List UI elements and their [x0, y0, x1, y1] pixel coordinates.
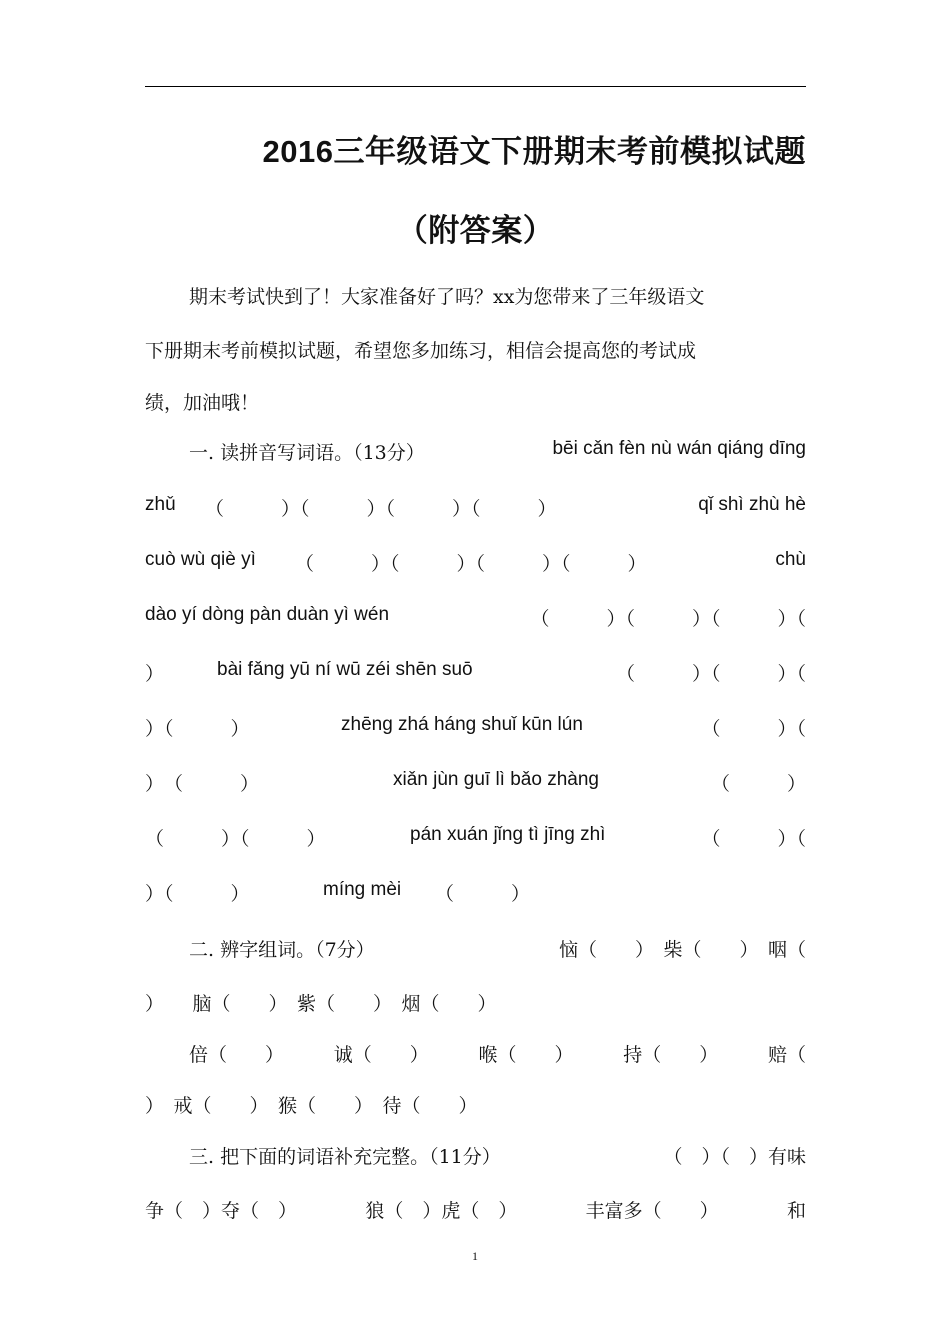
answer-blanks: （ ）（ ） [145, 828, 326, 850]
answer-blanks: （ ）（ ）（ ）（ [530, 608, 806, 630]
pinyin-group: xiǎn jùn guī lì bǎo zhàng [393, 769, 599, 790]
answer-blanks: ）（ ） [145, 883, 250, 905]
answer-blanks: （ ）（ [701, 828, 806, 850]
page-number: 1 [472, 1249, 478, 1263]
section-2-heading: 二. 辨字组词。（7分） [189, 939, 375, 961]
word-group-items: 恼（ ） 柴（ ） 咽（ [558, 939, 806, 961]
idiom-item: （ ）（ ）有味 [663, 1146, 806, 1168]
pinyin-group: pán xuán jǐng tì jīng zhì [410, 824, 606, 845]
document-title: 2016三年级语文下册期末考前模拟试题 [262, 134, 806, 169]
section-2-line-2: ） 脑（ ） 紫（ ） 烟（ ） [145, 993, 497, 1015]
section-1-heading: 一. 读拼音写词语。（13分） [189, 442, 425, 464]
answer-blanks: （ ） [435, 883, 531, 905]
answer-blanks: （ ）（ ）（ ）（ ） [295, 553, 647, 575]
document-subtitle: （附答案） [396, 213, 555, 248]
intro-line-2: 下册期末考前模拟试题，希望您多加练习，相信会提高您的考试成 [145, 340, 697, 362]
pinyin-group: bài fǎng yū ní wū zéi shēn suō [217, 659, 473, 680]
header-rule [145, 86, 806, 87]
idiom-item: 丰富多（ ） [585, 1200, 719, 1222]
word-group-item: 诚（ ） [333, 1044, 429, 1066]
pinyin-group: dào yí dòng pàn duàn yì wén [145, 604, 390, 625]
pinyin-group: bēi cǎn fèn nù wán qiáng dīng [552, 438, 806, 459]
section-3-line-2 [145, 1196, 806, 1223]
answer-blanks: ）（ ） [145, 718, 250, 740]
word-group-item: 倍（ ） [189, 1044, 285, 1066]
intro-line-1: 期末考试快到了！大家准备好了吗？xx为您带来了三年级语文 [189, 286, 705, 308]
idiom-item: 和 [786, 1200, 806, 1222]
idiom-item: 争（ ）夺（ ） [145, 1200, 298, 1222]
answer-blanks: （ ）（ [701, 718, 806, 740]
pinyin-group: qǐ shì zhù hè [698, 494, 806, 515]
word-group-item: 赔（ [767, 1044, 806, 1066]
intro-line-3: 绩，加油哦！ [145, 392, 260, 414]
answer-blanks: （ ）（ ）（ [615, 663, 806, 685]
answer-blanks: ） （ ） [145, 773, 260, 795]
pinyin-group: chù [775, 549, 806, 570]
answer-blanks: （ ） [710, 773, 806, 795]
pinyin-group: zhēng zhá háng shuǐ kūn lún [341, 714, 583, 735]
answer-blanks: （ ）（ ）（ ）（ ） [205, 498, 557, 520]
idiom-item: 狼（ ）虎（ ） [365, 1200, 518, 1222]
word-group-item: 持（ ） [623, 1044, 719, 1066]
section-2-line-4: ） 戒（ ） 猴（ ） 待（ ） [145, 1095, 478, 1117]
section-3-heading: 三. 把下面的词语补充完整。（11分） [189, 1146, 501, 1168]
pinyin-group: cuò wù qiè yì [145, 549, 256, 570]
section-2-line-3 [189, 1040, 806, 1067]
pinyin-group: zhǔ [145, 494, 176, 515]
answer-blanks: ） [145, 663, 165, 685]
word-group-item: 喉（ ） [478, 1044, 574, 1066]
pinyin-group: míng mèi [323, 879, 402, 900]
